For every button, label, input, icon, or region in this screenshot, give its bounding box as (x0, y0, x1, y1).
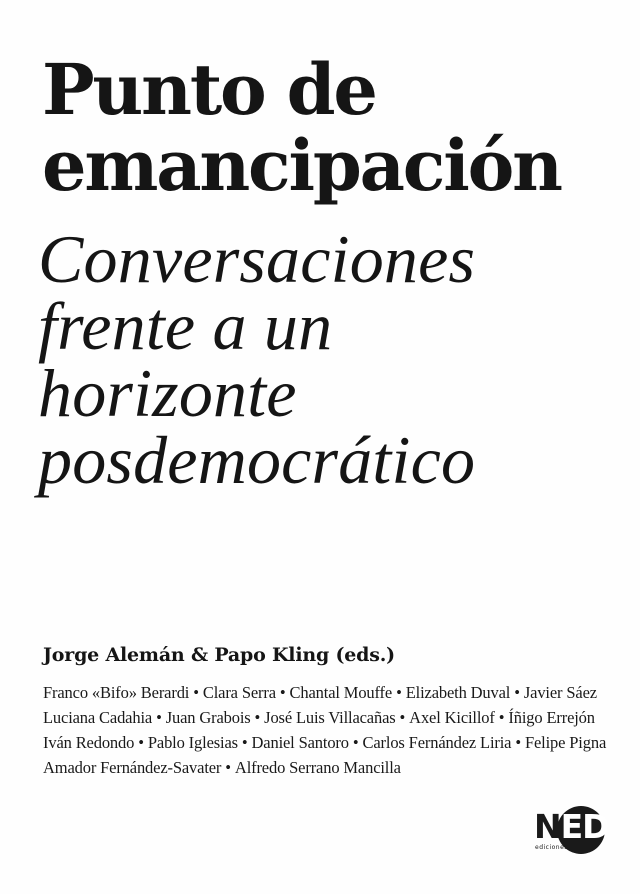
bullet-separator: • (399, 708, 406, 727)
book-title (42, 48, 561, 207)
contributor-name: Elizabeth Duval (405, 683, 511, 702)
bullet-separator: • (225, 758, 231, 777)
contributor-name: Daniel Santoro (251, 733, 349, 752)
contributors-line (43, 705, 606, 730)
logo-letter-n: N (534, 807, 561, 846)
bullet-separator: • (138, 733, 144, 752)
bullet-separator: • (193, 683, 199, 702)
contributors-line (43, 680, 606, 705)
subtitle-line-4: posdemocrático (38, 422, 476, 498)
contributor-name: Íñigo Errejón (508, 708, 595, 727)
book-subtitle (38, 221, 476, 498)
bullet-separator: • (514, 683, 520, 702)
contributor-name: Clara Serra (202, 683, 276, 702)
bullet-separator: • (254, 708, 261, 727)
contributor-name: Luciana Cadahia (43, 708, 153, 727)
contributor-name: Axel Kicillof (409, 708, 495, 727)
subtitle-line-1: Conversaciones (38, 221, 476, 297)
contributor-name: Chantal Mouffe (289, 683, 393, 702)
contributor-name: Iván Redondo (43, 733, 135, 752)
contributors-list (43, 680, 606, 780)
contributor-name: Javier Sáez (523, 683, 597, 702)
logo-imprint-text: ediciones (535, 844, 568, 851)
bullet-separator: • (279, 683, 286, 702)
subtitle-line-2: frente a un (38, 288, 333, 364)
contributor-name: Alfredo Serrano Mancilla (234, 758, 401, 777)
contributors-line (43, 730, 606, 755)
bullet-separator: • (515, 733, 521, 752)
title-line-2: emancipación (42, 124, 561, 207)
contributors-line (43, 755, 606, 780)
contributor-name: Franco «Bifo» Berardi (43, 683, 190, 702)
logo-letters-ed: ED (560, 807, 609, 846)
contributor-name: Pablo Iglesias (147, 733, 238, 752)
bullet-separator: • (156, 708, 162, 727)
contributor-name: Felipe Pigna (524, 733, 607, 752)
contributor-name: Amador Fernández-Savater (43, 758, 222, 777)
bullet-separator: • (352, 733, 359, 752)
title-line-1: Punto de (42, 48, 376, 131)
editors-line: Jorge Alemán & Papo Kling (eds.) (43, 644, 395, 666)
logo-wordmark (534, 807, 609, 846)
bullet-separator: • (396, 683, 402, 702)
bullet-separator: • (498, 708, 505, 727)
ned-ediciones-logo-icon (534, 804, 610, 856)
contributor-name: Juan Grabois (165, 708, 251, 727)
contributor-name: Carlos Fernández Liria (362, 733, 512, 752)
bullet-separator: • (241, 733, 248, 752)
subtitle-line-3: horizonte (38, 355, 297, 431)
contributor-name: José Luis Villacañas (264, 708, 396, 727)
